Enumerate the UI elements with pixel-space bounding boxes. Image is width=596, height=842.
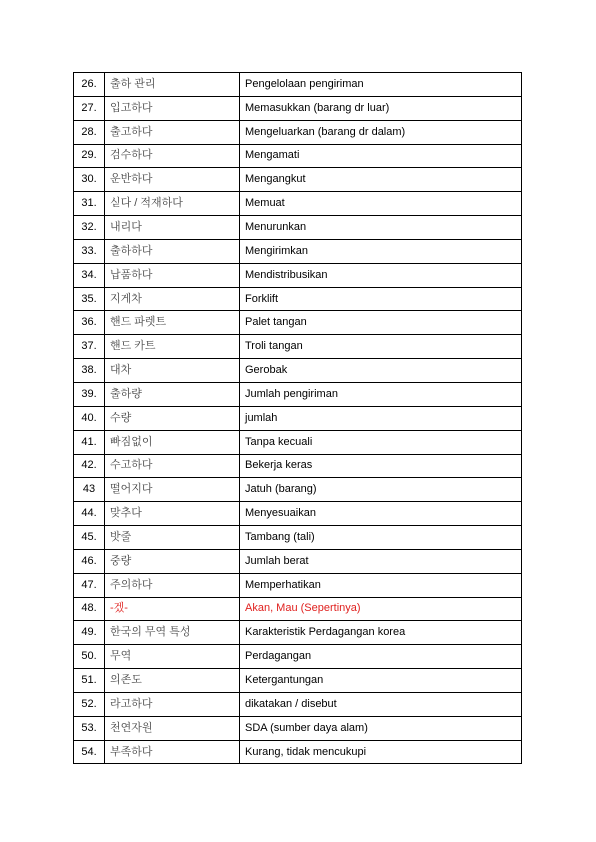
korean-term: 출하량: [105, 382, 240, 406]
korean-term: 출고하다: [105, 120, 240, 144]
korean-term: 지게차: [105, 287, 240, 311]
indonesian-translation: Menurunkan: [240, 216, 522, 240]
indonesian-translation: Bekerja keras: [240, 454, 522, 478]
row-number: 45.: [74, 526, 105, 550]
indonesian-translation: Mengeluarkan (barang dr dalam): [240, 120, 522, 144]
indonesian-translation: Kurang, tidak mencukupi: [240, 740, 522, 764]
row-number: 43: [74, 478, 105, 502]
korean-term: 밧줄: [105, 526, 240, 550]
vocabulary-table-body: [74, 73, 522, 764]
indonesian-translation: Mengamati: [240, 144, 522, 168]
table-row: [74, 597, 522, 621]
korean-term: 빠짐없이: [105, 430, 240, 454]
table-row: [74, 287, 522, 311]
row-number: 49.: [74, 621, 105, 645]
row-number: 53.: [74, 716, 105, 740]
indonesian-translation: Memuat: [240, 192, 522, 216]
table-row: [74, 144, 522, 168]
indonesian-translation: Perdagangan: [240, 645, 522, 669]
indonesian-translation: Jumlah berat: [240, 549, 522, 573]
indonesian-translation: Memperhatikan: [240, 573, 522, 597]
row-number: 52.: [74, 692, 105, 716]
row-number: 36.: [74, 311, 105, 335]
table-row: [74, 740, 522, 764]
table-row: [74, 96, 522, 120]
korean-term: 수량: [105, 406, 240, 430]
korean-term: 의존도: [105, 669, 240, 693]
table-row: [74, 692, 522, 716]
korean-term: 싣다 / 적재하다: [105, 192, 240, 216]
indonesian-translation: jumlah: [240, 406, 522, 430]
indonesian-translation: SDA (sumber daya alam): [240, 716, 522, 740]
table-row: [74, 382, 522, 406]
korean-term: 출하하다: [105, 239, 240, 263]
table-row: [74, 311, 522, 335]
table-row: [74, 168, 522, 192]
table-row: [74, 621, 522, 645]
korean-term: 입고하다: [105, 96, 240, 120]
indonesian-translation: Memasukkan (barang dr luar): [240, 96, 522, 120]
korean-term: 천연자원: [105, 716, 240, 740]
indonesian-translation: Tanpa kecuali: [240, 430, 522, 454]
korean-term: 주의하다: [105, 573, 240, 597]
indonesian-translation: Karakteristik Perdagangan korea: [240, 621, 522, 645]
korean-term: 출하 관리: [105, 73, 240, 97]
row-number: 40.: [74, 406, 105, 430]
indonesian-translation: Pengelolaan pengiriman: [240, 73, 522, 97]
table-row: [74, 359, 522, 383]
korean-term: 대차: [105, 359, 240, 383]
row-number: 29.: [74, 144, 105, 168]
row-number: 37.: [74, 335, 105, 359]
row-number: 35.: [74, 287, 105, 311]
row-number: 50.: [74, 645, 105, 669]
table-row: [74, 478, 522, 502]
indonesian-translation: Jatuh (barang): [240, 478, 522, 502]
row-number: 27.: [74, 96, 105, 120]
row-number: 42.: [74, 454, 105, 478]
row-number: 26.: [74, 73, 105, 97]
row-number: 28.: [74, 120, 105, 144]
korean-term: 부족하다: [105, 740, 240, 764]
table-row: [74, 192, 522, 216]
indonesian-translation: Troli tangan: [240, 335, 522, 359]
indonesian-translation: Forklift: [240, 287, 522, 311]
table-row: [74, 216, 522, 240]
table-row: [74, 120, 522, 144]
table-row: [74, 669, 522, 693]
row-number: 41.: [74, 430, 105, 454]
row-number: 48.: [74, 597, 105, 621]
table-row: [74, 335, 522, 359]
row-number: 30.: [74, 168, 105, 192]
indonesian-translation: Tambang (tali): [240, 526, 522, 550]
table-row: [74, 549, 522, 573]
row-number: 34.: [74, 263, 105, 287]
table-row: [74, 239, 522, 263]
korean-term: 한국의 무역 특성: [105, 621, 240, 645]
indonesian-translation: Mengangkut: [240, 168, 522, 192]
indonesian-translation: Palet tangan: [240, 311, 522, 335]
row-number: 39.: [74, 382, 105, 406]
vocabulary-table: [73, 72, 522, 764]
table-row: [74, 263, 522, 287]
korean-term: 납품하다: [105, 263, 240, 287]
korean-term: 핸드 카트: [105, 335, 240, 359]
row-number: 31.: [74, 192, 105, 216]
korean-term: 검수하다: [105, 144, 240, 168]
korean-term: 운반하다: [105, 168, 240, 192]
indonesian-translation: Ketergantungan: [240, 669, 522, 693]
row-number: 44.: [74, 502, 105, 526]
table-row: [74, 645, 522, 669]
indonesian-translation: dikatakan / disebut: [240, 692, 522, 716]
korean-term: 내리다: [105, 216, 240, 240]
row-number: 51.: [74, 669, 105, 693]
table-row: [74, 406, 522, 430]
korean-term: 핸드 파렛트: [105, 311, 240, 335]
table-row: [74, 526, 522, 550]
table-row: [74, 716, 522, 740]
table-row: [74, 430, 522, 454]
indonesian-translation: Jumlah pengiriman: [240, 382, 522, 406]
row-number: 32.: [74, 216, 105, 240]
indonesian-translation: Mendistribusikan: [240, 263, 522, 287]
indonesian-translation: Mengirimkan: [240, 239, 522, 263]
korean-term: 라고하다: [105, 692, 240, 716]
korean-term: 떨어지다: [105, 478, 240, 502]
korean-term: 수고하다: [105, 454, 240, 478]
row-number: 54.: [74, 740, 105, 764]
table-row: [74, 573, 522, 597]
korean-term: 무역: [105, 645, 240, 669]
korean-term: -겠-: [105, 597, 240, 621]
row-number: 46.: [74, 549, 105, 573]
table-row: [74, 73, 522, 97]
table-row: [74, 502, 522, 526]
indonesian-translation: Gerobak: [240, 359, 522, 383]
row-number: 33.: [74, 239, 105, 263]
row-number: 47.: [74, 573, 105, 597]
korean-term: 중량: [105, 549, 240, 573]
indonesian-translation: Akan, Mau (Sepertinya): [240, 597, 522, 621]
indonesian-translation: Menyesuaikan: [240, 502, 522, 526]
row-number: 38.: [74, 359, 105, 383]
table-row: [74, 454, 522, 478]
korean-term: 맞추다: [105, 502, 240, 526]
